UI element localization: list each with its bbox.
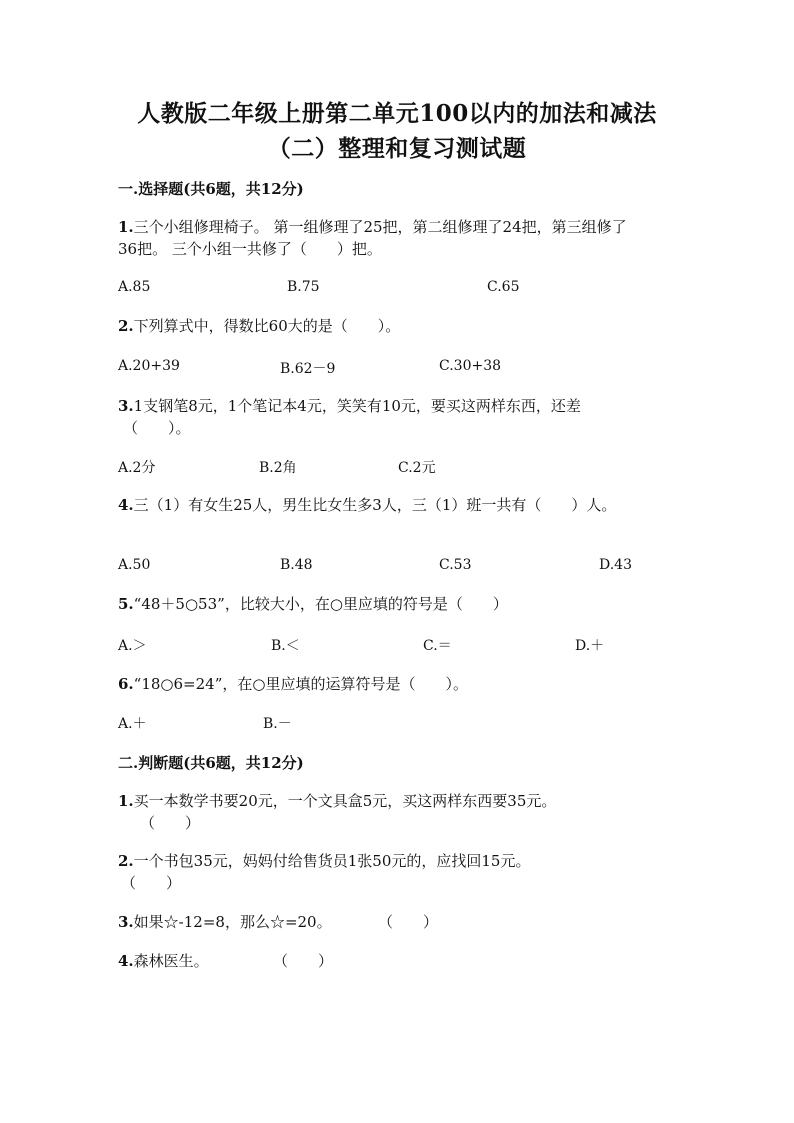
question-number: 3. — [118, 397, 134, 415]
option-a: A.85 — [118, 279, 151, 295]
section-heading-judge: 二.判断题(共6题，共12分) — [118, 754, 304, 772]
question-3-line-2: （ ）。 — [123, 419, 191, 437]
option-c: C.2元 — [398, 460, 436, 476]
option-c: C.＝ — [423, 638, 452, 654]
question-5-line-1 — [118, 593, 508, 615]
question-text: 一个书包35元，妈妈付给售货员1张50元的，应找回15元。 — [133, 852, 531, 870]
question-number: 4. — [118, 952, 134, 970]
question-text: “18○6=24”，在○里应填的运算符号是（ ）。 — [133, 675, 468, 693]
question-number: 1. — [118, 218, 134, 236]
title-line-1: 人教版二年级上册第二单元100以内的加法和减法 — [137, 100, 657, 127]
option-c: C.30+38 — [439, 358, 502, 374]
option-a: A.＋ — [118, 716, 147, 732]
question-number: 2. — [118, 317, 134, 335]
option-b: B.－ — [263, 716, 292, 732]
option-d: D.43 — [599, 557, 632, 573]
option-a: A.50 — [118, 557, 151, 573]
option-d: D.＋ — [575, 638, 605, 654]
question-number: 2. — [118, 852, 134, 870]
answer-paren: （ ） — [273, 952, 334, 970]
answer-paren: （ ） — [121, 874, 182, 892]
question-text: “48＋5○53”，比较大小，在○里应填的符号是（ ） — [133, 595, 508, 613]
question-4-line-1 — [118, 494, 616, 516]
option-b: B.62－9 — [280, 361, 336, 377]
option-a: A.＞ — [118, 638, 147, 654]
title-line-2: （二）整理和复习测试题 — [267, 135, 527, 162]
section-heading-choice: 一.选择题(共6题，共12分) — [118, 180, 304, 198]
question-3-line-1 — [118, 395, 581, 417]
judge-4-line-1 — [118, 950, 209, 972]
question-text: 下列算式中，得数比60大的是（ ）。 — [133, 317, 401, 335]
option-b: B.48 — [280, 557, 313, 573]
answer-paren: （ ） — [140, 814, 201, 832]
option-b: B.＜ — [271, 638, 300, 654]
option-c: C.53 — [439, 557, 472, 573]
question-6-line-1 — [118, 673, 468, 695]
option-b: B.2角 — [259, 460, 297, 476]
answer-paren: （ ） — [378, 913, 439, 931]
question-number: 6. — [118, 675, 134, 693]
question-text: 森林医生。 — [133, 952, 209, 970]
question-text: 三个小组修理椅子。 第一组修理了25把，第二组修理了24把，第三组修了 — [133, 218, 627, 236]
question-text: 买一本数学书要20元，一个文具盒5元，买这两样东西要35元。 — [133, 792, 557, 810]
option-b: B.75 — [287, 279, 320, 295]
question-2-line-1 — [118, 315, 400, 337]
question-1-line-2: 36把。 三个小组一共修了（ ）把。 — [118, 240, 382, 258]
question-number: 3. — [118, 913, 134, 931]
option-a: A.2分 — [118, 460, 156, 476]
question-number: 4. — [118, 496, 134, 514]
question-text: 三（1）有女生25人，男生比女生多3人，三（1）班一共有（ ）人。 — [133, 496, 617, 514]
judge-2-line-1 — [118, 850, 530, 872]
question-number: 5. — [118, 595, 134, 613]
question-text: 1支钢笔8元，1个笔记本4元，笑笑有10元，要买这两样东西，还差 — [133, 397, 581, 415]
question-1-line-1 — [118, 216, 627, 238]
judge-1-line-1 — [118, 790, 556, 812]
judge-3-line-1 — [118, 911, 332, 933]
option-c: C.65 — [487, 279, 520, 295]
question-text: 如果☆-12=8，那么☆=20。 — [133, 913, 332, 931]
option-a: A.20+39 — [118, 358, 180, 374]
question-number: 1. — [118, 792, 134, 810]
